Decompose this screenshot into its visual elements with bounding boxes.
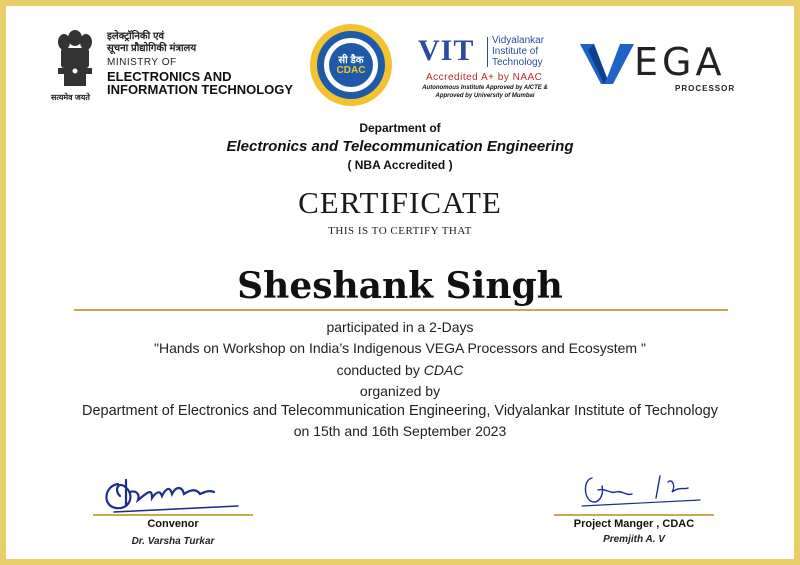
vit-logo <box>414 34 564 104</box>
cdac-label: CDAC <box>336 65 366 76</box>
body-line6: on 15th and 16th September 2023 <box>293 423 507 439</box>
vit-name-line3: Technology <box>492 57 543 68</box>
vega-logo <box>580 40 750 100</box>
vit-approval1: Autonomous Institute Approved by AICTE & <box>422 85 548 91</box>
certificate-subtitle: THIS IS TO CERTIFY THAT <box>328 225 472 237</box>
conducted-by-label: conducted by <box>336 362 420 378</box>
body-line5: Department of Electronics and Telecommunication Engineering, Vidyalankar Institute of Technology <box>82 403 718 419</box>
ministry-hindi-line1: इलेक्ट्रॉनिकी एवं <box>107 31 165 42</box>
vega-v-icon <box>580 40 634 86</box>
vega-wordmark: EGA <box>634 40 726 84</box>
ministry-line3: INFORMATION TECHNOLOGY <box>107 82 294 97</box>
ministry-hindi-line2: सूचना प्रौद्योगिकी मंत्रालय <box>107 43 197 54</box>
vit-name-line1: Vidyalankar <box>492 35 545 46</box>
body-line4: organized by <box>359 383 441 399</box>
conducted-by-org: CDAC <box>423 362 464 378</box>
body-line3 <box>6 362 794 378</box>
vit-approval2: Approved by University of Mumbai <box>435 93 535 99</box>
vit-abbr: VIT <box>418 34 475 67</box>
convenor-line <box>93 514 253 516</box>
convenor-role: Convenor <box>147 518 199 530</box>
dept-label: Department of <box>359 121 441 135</box>
project-manager-role: Project Manger , CDAC <box>573 518 695 530</box>
vit-divider <box>487 37 488 67</box>
project-manager-signature-icon <box>576 472 706 512</box>
convenor-signature-icon <box>96 472 246 516</box>
certificate-title: CERTIFICATE <box>298 185 502 220</box>
ministry-line1: MINISTRY OF <box>107 57 177 68</box>
convenor-name: Dr. Varsha Turkar <box>131 536 215 547</box>
body-line1: participated in a 2-Days <box>326 319 474 335</box>
vit-accreditation: Accredited A+ by NAAC <box>426 72 543 83</box>
vit-name-line2: Institute of <box>492 46 539 57</box>
cdac-hindi: सी डैक <box>338 55 364 66</box>
dept-name: Electronics and Telecommunication Engineering <box>226 138 574 155</box>
cdac-logo <box>308 22 394 108</box>
ministry-line2: ELECTRONICS AND <box>107 69 232 84</box>
project-manager-name: Premjith A. V <box>603 534 665 545</box>
ministry-logo <box>50 24 300 109</box>
emblem-caption: सत्यमेव जयते <box>51 93 90 102</box>
vega-subtitle: PROCESSOR <box>675 84 736 93</box>
recipient-name: Sheshank Singh <box>237 265 563 307</box>
nba-accreditation: ( NBA Accredited ) <box>347 158 453 172</box>
national-emblem-icon <box>50 26 100 90</box>
project-manager-line <box>554 514 714 516</box>
body-line2: "Hands on Workshop on India’s Indigenous VEGA Processors and Ecosystem " <box>154 340 646 356</box>
recipient-underline <box>74 309 728 311</box>
